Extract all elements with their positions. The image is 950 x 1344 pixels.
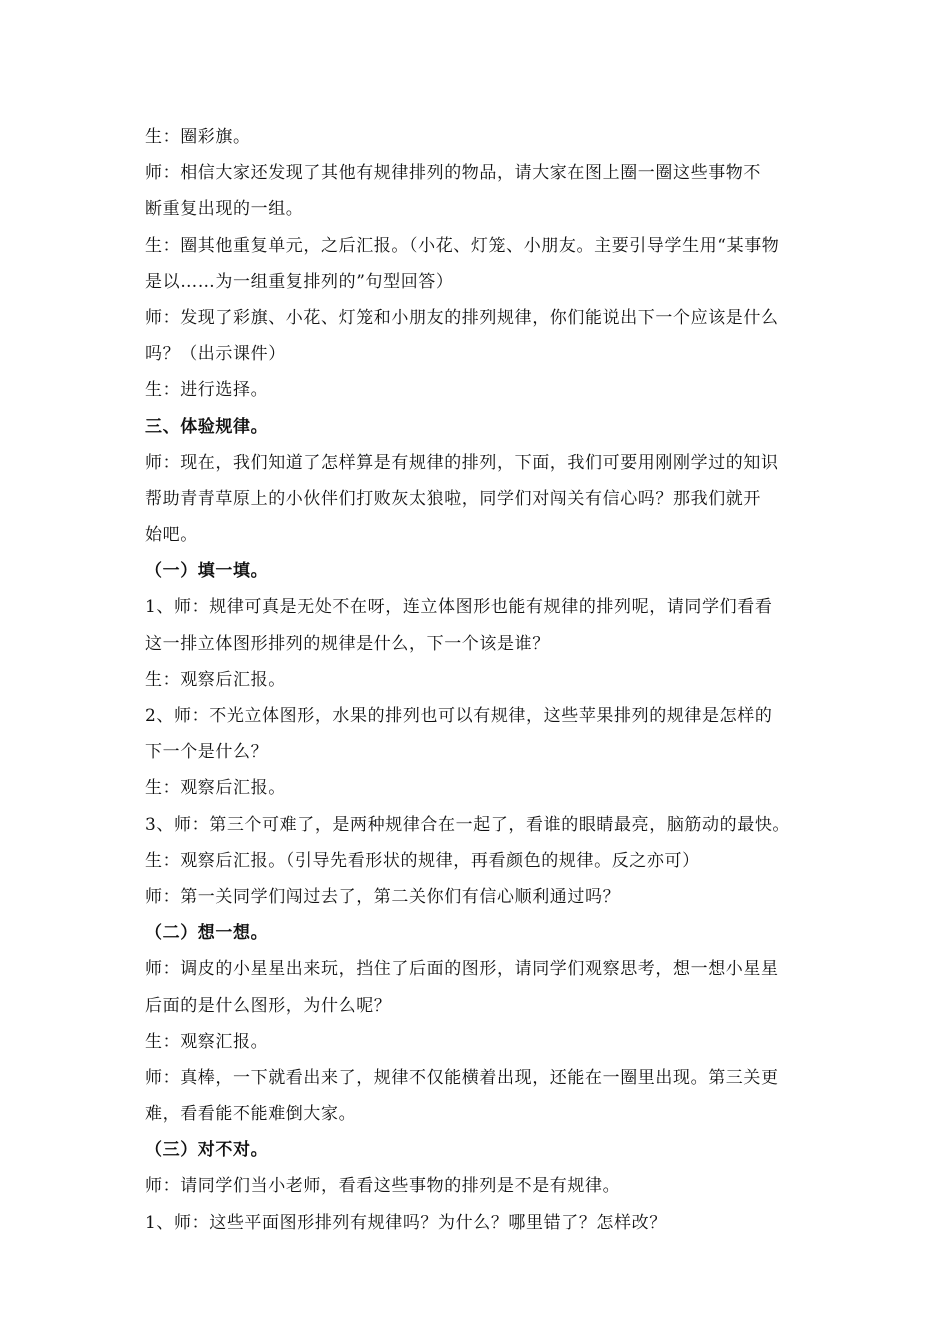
text-line: 生：圈彩旗。: [145, 127, 251, 147]
text-line: 师：现在，我们知道了怎样算是有规律的排列，下面，我们可要用刚刚学过的知识: [145, 452, 779, 473]
text-line: 生：观察后汇报。: [145, 669, 286, 690]
text-line: 难，看看能不能难倒大家。: [145, 1104, 357, 1125]
text-line: 师：第一关同学们闯过去了，第二关你们有信心顺利通过吗？: [145, 886, 621, 907]
text-line: 1、师：这些平面图形排列有规律吗？为什么？哪里错了？怎样改？: [145, 1212, 667, 1233]
text-line: 3、师：第三个可难了，是两种规律合在一起了，看谁的眼睛最亮，脑筋动的最快。: [145, 814, 791, 835]
section-heading: （二）想一想。: [145, 923, 269, 944]
text-line: 2、师：不光立体图形，水果的排列也可以有规律，这些苹果排列的规律是怎样的: [145, 706, 773, 726]
text-line: 生：观察后汇报。: [145, 778, 286, 799]
text-line: 1、师：规律可真是无处不在呀，连立体图形也能有规律的排列呢，请同学们看看: [145, 597, 773, 618]
text-line: 生：观察汇报。: [145, 1031, 269, 1052]
text-line: 师：真棒，一下就看出来了，规律不仅能横着出现，还能在一圈里出现。第三关更: [145, 1067, 779, 1088]
document-page: [145, 119, 815, 1241]
section-heading: 三、体验规律。: [145, 416, 269, 437]
text-line: 生：进行选择。: [145, 380, 269, 401]
text-line: 帮助青青草原上的小伙伴们打败灰太狼啦，同学们对闯关有信心吗？那我们就开: [145, 488, 761, 509]
text-line: 始吧。: [145, 525, 198, 546]
text-line: 生：圈其他重复单元，之后汇报。（小花、灯笼、小朋友。主要引导学生用“某事物: [145, 235, 780, 256]
text-line: 后面的是什么图形，为什么呢？: [145, 995, 392, 1016]
text-line: 生：观察后汇报。（引导先看形状的规律，再看颜色的规律。反之亦可）: [145, 850, 700, 871]
text-line: 这一排立体图形排列的规律是什么，下一个该是谁？: [145, 633, 550, 654]
text-line: 师：调皮的小星星出来玩，挡住了后面的图形，请同学们观察思考，想一想小星星: [145, 959, 779, 980]
section-heading: （三）对不对。: [145, 1140, 269, 1161]
text-line: 断重复出现的一组。: [145, 199, 304, 220]
text-line: 吗？（出示课件）: [145, 344, 286, 365]
text-line: 师：相信大家还发现了其他有规律排列的物品，请大家在图上圈一圈这些事物不: [145, 163, 761, 184]
text-line: 师：请同学们当小老师，看看这些事物的排列是不是有规律。: [145, 1176, 621, 1197]
text-line: 是以……为一组重复排列的”句型回答）: [145, 271, 454, 292]
section-heading: （一）填一填。: [145, 561, 269, 582]
text-line: 下一个是什么？: [145, 742, 269, 763]
text-line: 师：发现了彩旗、小花、灯笼和小朋友的排列规律，你们能说出下一个应该是什么: [145, 307, 779, 328]
